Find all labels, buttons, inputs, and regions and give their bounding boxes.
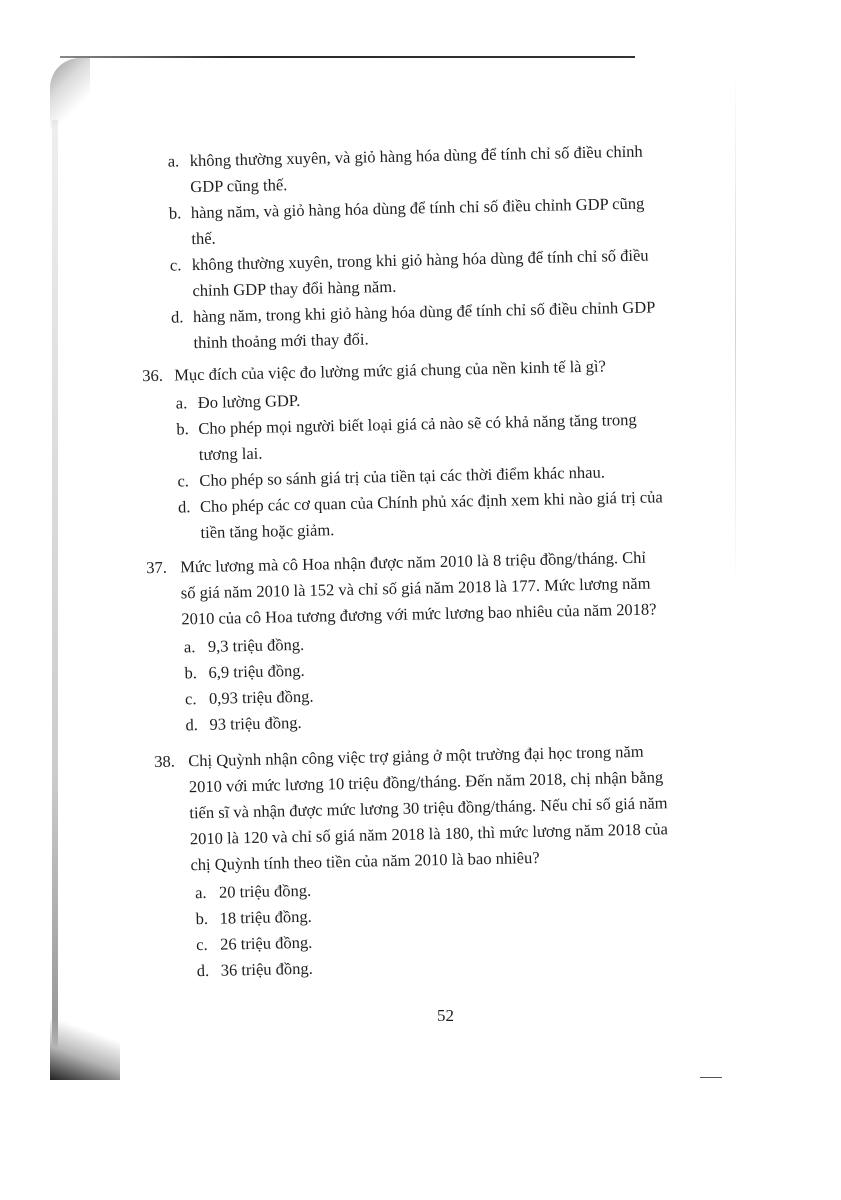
option-a-text: 9,3 triệu đồng. <box>207 634 305 656</box>
option-b-text: Cho phép mọi người biết loại giá cả nào sẽ có khả năng tăng trong <box>198 409 637 439</box>
option-label: b. <box>168 203 182 223</box>
question-number: 38. <box>154 751 176 772</box>
option-a-text: không thường xuyên, và giỏ hàng hóa dùng để tính chỉ số điều chỉnh <box>189 141 643 171</box>
option-label: c. <box>169 255 182 275</box>
option-label: a. <box>183 637 196 657</box>
option-c-text-cont: chỉnh GDP thay đổi hàng năm. <box>192 276 397 301</box>
option-label: c. <box>195 934 208 955</box>
question-text-cont: chị Quỳnh tính theo tiền của năm 2010 là bao nhiêu? <box>190 847 540 875</box>
question-text-cont: 2010 với mức lương 10 triệu đồng/tháng. Đến năm 2018, chị nhận bằng <box>188 767 664 797</box>
option-d-text: 36 triệu đồng. <box>220 958 314 980</box>
option-c-text: 26 triệu đồng. <box>219 932 313 954</box>
question-text: Mục đích của việc đo lường mức giá chung của nền kinh tế là gì? <box>174 356 606 385</box>
option-d-text: hàng năm, trong khi giỏ hàng hóa dùng để tính chỉ số điều chỉnh GDP <box>192 297 656 327</box>
option-label: a. <box>175 393 188 413</box>
question-text-cont: tiến sĩ và nhận được mức lương 30 triệu đồng/tháng. Nếu chỉ số giá năm <box>189 793 668 823</box>
option-c-text: không thường xuyên, trong khi giỏ hàng hóa dùng để tính chỉ số điều <box>191 245 649 275</box>
question-text-cont: 2010 của cô Hoa tương đương với mức lương bao nhiêu của năm 2018? <box>181 599 657 629</box>
option-label: b. <box>176 419 189 439</box>
option-d-text-cont: tiền tăng hoặc giảm. <box>200 520 335 542</box>
option-c-text: Cho phép so sánh giá trị của tiền tại các thời điểm khác nhau. <box>199 462 606 491</box>
question-text: Chị Quỳnh nhận công việc trợ giảng ở một trường đại học trong năm <box>188 741 644 771</box>
option-label: d. <box>196 960 210 981</box>
option-b-text: 6,9 triệu đồng. <box>208 660 305 682</box>
option-label: d. <box>177 497 191 517</box>
option-b-text-cont: tương lai. <box>198 443 263 465</box>
option-label: d. <box>185 715 199 735</box>
option-d-text: 93 triệu đồng. <box>209 712 302 734</box>
option-label: c. <box>184 689 197 709</box>
option-label: a. <box>167 151 180 171</box>
question-text: Mức lương mà cô Hoa nhận được năm 2010 là 8 triệu đồng/tháng. Chỉ <box>180 547 647 577</box>
question-number: 37. <box>146 557 168 578</box>
question-number: 36. <box>142 365 164 386</box>
option-a-text: Đo lường GDP. <box>197 390 301 413</box>
option-b-text: 18 triệu đồng. <box>219 906 312 928</box>
option-label: a. <box>194 882 207 903</box>
option-label: b. <box>184 663 198 683</box>
option-a-text-cont: GDP cũng thế. <box>190 175 288 197</box>
option-d-text-cont: thỉnh thoảng mới thay đổi. <box>193 329 369 353</box>
option-a-text: 20 triệu đồng. <box>218 880 312 902</box>
question-text-cont: 2010 là 120 và chỉ số giá năm 2018 là 180, thì mức lương năm 2018 của <box>189 819 669 849</box>
option-b-text-cont: thế. <box>191 228 216 249</box>
option-b-text: hàng năm, và giỏ hàng hóa dùng để tính chỉ số điều chỉnh GDP cũng <box>190 193 645 223</box>
option-label: b. <box>195 908 209 929</box>
question-35-options <box>0 0 828 353</box>
page-number: 52 <box>437 1006 454 1025</box>
option-d-text: Cho phép các cơ quan của Chính phủ xác định xem khi nào giá trị của <box>199 487 663 517</box>
question-text-cont: số giá năm 2010 là 152 và chỉ số giá năm 2018 là 177. Mức lương năm <box>180 573 651 603</box>
option-label: d. <box>170 307 184 327</box>
option-c-text: 0,93 triệu đồng. <box>208 686 314 708</box>
option-label: c. <box>177 471 190 491</box>
